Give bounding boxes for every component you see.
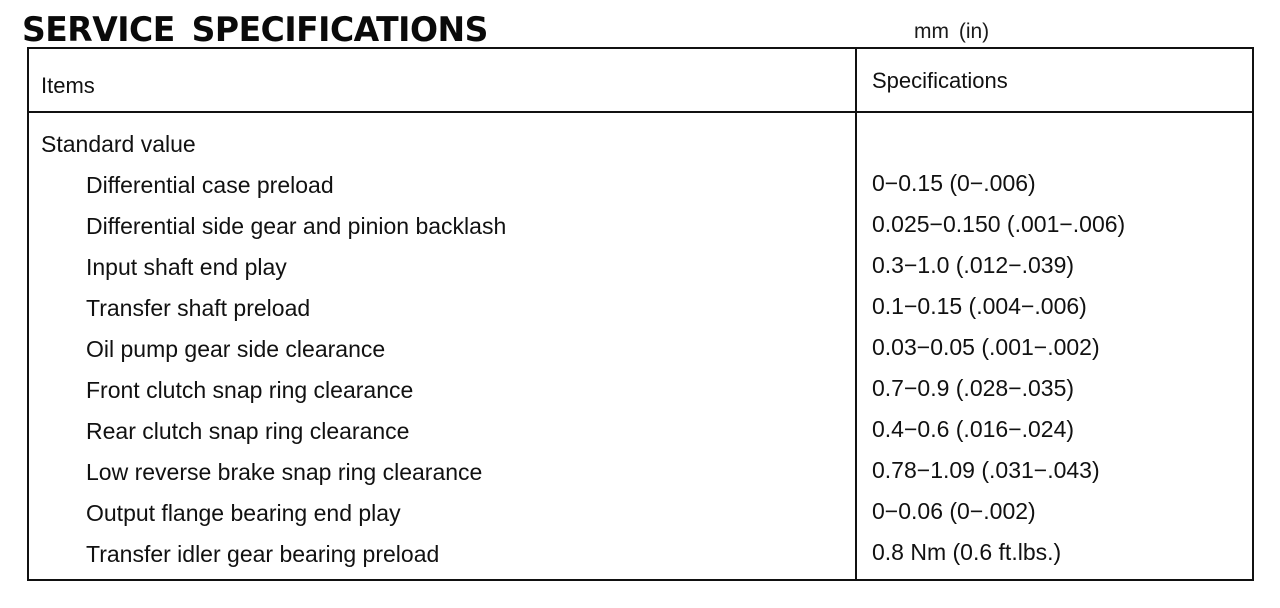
row-item: Input shaft end play: [86, 254, 287, 280]
row-item: Rear clutch snap ring clearance: [86, 418, 410, 444]
table-row: [29, 250, 1252, 291]
table-row: [29, 496, 1252, 537]
specifications-table: [27, 47, 1254, 581]
row-item: Transfer idler gear bearing preload: [86, 541, 440, 567]
row-spec: 0.7−0.9 (.028−.035): [872, 375, 1075, 401]
row-item: Oil pump gear side clearance: [86, 336, 386, 362]
header-specifications: Specifications: [872, 68, 1008, 93]
row-spec: 0−0.06 (0−.002): [872, 498, 1036, 524]
row-spec: 0.3−1.0 (.012−.039): [872, 252, 1075, 278]
row-spec: 0.03−0.05 (.001−.002): [872, 334, 1100, 360]
page-title: SERVICE SPECIFICATIONS: [22, 10, 488, 50]
row-spec: 0.78−1.09 (.031−.043): [872, 457, 1100, 483]
table-row: [29, 168, 1252, 209]
header-items: Items: [41, 73, 95, 98]
table-row: [29, 291, 1252, 332]
row-item: Front clutch snap ring clearance: [86, 377, 414, 403]
row-spec: 0.8 Nm (0.6 ft.lbs.): [872, 539, 1062, 565]
row-spec: 0.025−0.150 (.001−.006): [872, 211, 1126, 237]
table-row: [29, 537, 1252, 578]
row-item: Output flange bearing end play: [86, 500, 401, 526]
units-label: mm (in): [914, 20, 990, 43]
table-row: [29, 455, 1252, 496]
row-spec: 0.4−0.6 (.016−.024): [872, 416, 1075, 442]
table-body: [29, 168, 1252, 578]
row-item: Low reverse brake snap ring clearance: [86, 459, 483, 485]
table-row: [29, 332, 1252, 373]
table-row: [29, 373, 1252, 414]
row-item: Differential side gear and pinion backlash: [86, 213, 507, 239]
section-label-standard-value: Standard value: [41, 131, 196, 157]
table-row: [29, 209, 1252, 250]
row-item: Transfer shaft preload: [86, 295, 311, 321]
table-row: [29, 414, 1252, 455]
row-spec: 0.1−0.15 (.004−.006): [872, 293, 1087, 319]
row-spec: 0−0.15 (0−.006): [872, 170, 1036, 196]
row-item: Differential case preload: [86, 172, 334, 198]
header-divider: [29, 111, 1252, 113]
